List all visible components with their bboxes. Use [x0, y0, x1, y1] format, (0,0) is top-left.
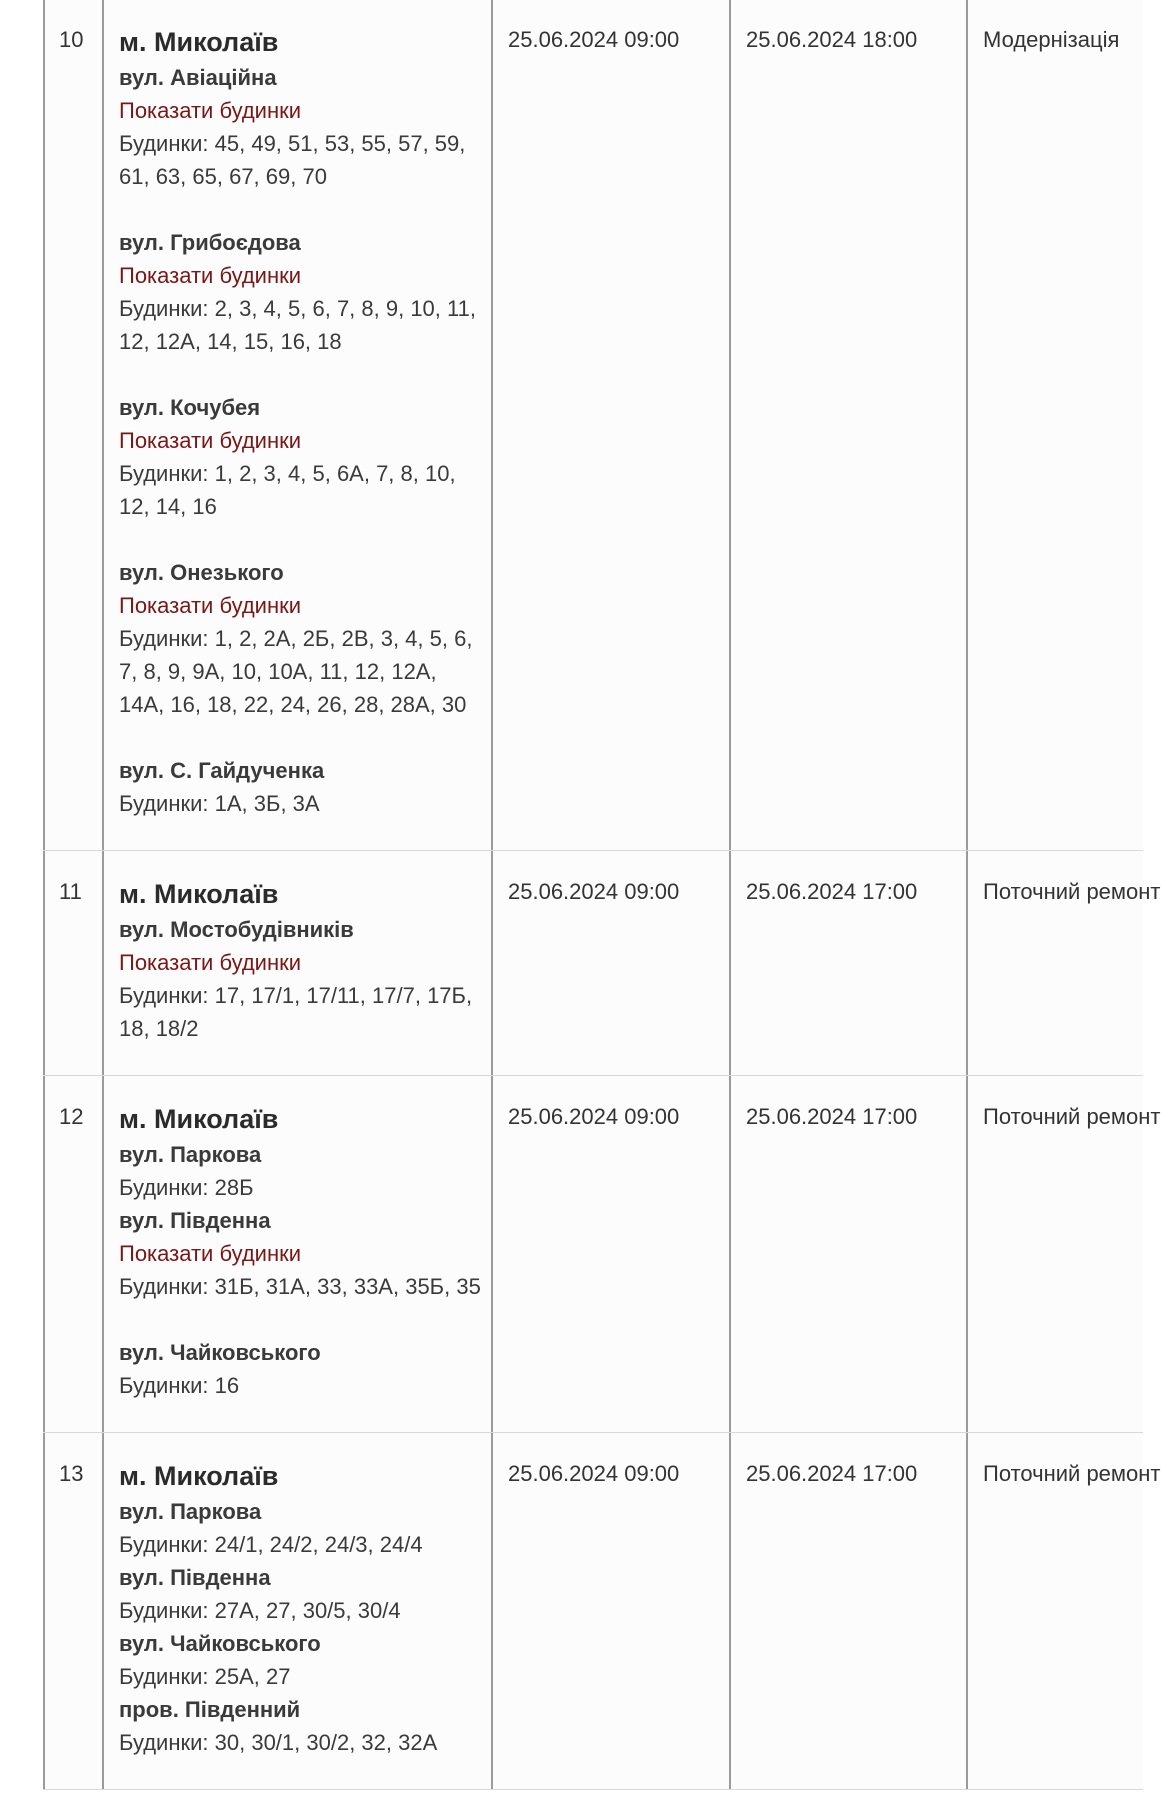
houses-list: Будинки: 30, 30/1, 30/2, 32, 32А	[119, 1730, 438, 1755]
table-row	[43, 1432, 1161, 1790]
street-name: вул. Грибоєдова	[119, 230, 301, 255]
start-time: 25.06.2024 09:00	[508, 1104, 680, 1129]
end-time: 25.06.2024 17:00	[746, 1104, 918, 1129]
address-cell	[103, 851, 492, 1075]
houses-list: Будинки: 28Б	[119, 1175, 254, 1200]
street-name: вул. Мостобудівників	[119, 917, 354, 942]
street-name: вул. С. Гайдученка	[119, 758, 325, 783]
city-name: м. Миколаїв	[119, 27, 279, 57]
city-name: м. Миколаїв	[119, 1461, 279, 1491]
end-time: 25.06.2024 17:00	[746, 879, 918, 904]
column-divider	[102, 1076, 104, 1432]
table-row	[43, 0, 1143, 850]
houses-list: Будинки: 1, 2, 3, 4, 5, 6А, 7, 8, 10, 12, 14, 16	[119, 461, 456, 519]
table-row	[43, 1075, 1161, 1432]
street-name: вул. Південна	[119, 1565, 271, 1590]
work-type: Поточний ремонт	[983, 879, 1161, 904]
houses-list: Будинки: 45, 49, 51, 53, 55, 57, 59, 61, 63, 65, 67, 69, 70	[119, 131, 466, 189]
start-time: 25.06.2024 09:00	[508, 879, 680, 904]
work-type: Поточний ремонт	[983, 1104, 1161, 1129]
street-name: вул. Кочубея	[119, 395, 261, 420]
street-name: вул. Чайковського	[119, 1631, 321, 1656]
column-divider	[43, 0, 45, 850]
street-name: вул. Онезького	[119, 560, 284, 585]
column-divider	[729, 0, 731, 850]
row-number: 12	[59, 1104, 84, 1129]
column-divider	[729, 1076, 731, 1432]
column-divider	[966, 1433, 968, 1789]
end-time: 25.06.2024 18:00	[746, 27, 918, 52]
row-number: 13	[59, 1461, 84, 1486]
column-divider	[966, 1076, 968, 1432]
column-divider	[102, 1433, 104, 1789]
street-name: пров. Південний	[119, 1697, 301, 1722]
address-cell	[103, 0, 492, 850]
houses-list: Будинки: 25А, 27	[119, 1664, 291, 1689]
column-divider	[966, 0, 968, 850]
show-houses-link[interactable]: Показати будинки	[119, 428, 302, 453]
houses-list: Будинки: 27А, 27, 30/5, 30/4	[119, 1598, 401, 1623]
show-houses-link[interactable]: Показати будинки	[119, 593, 302, 618]
houses-list: Будинки: 17, 17/1, 17/11, 17/7, 17Б, 18, 18/2	[119, 983, 473, 1041]
houses-list: Будинки: 2, 3, 4, 5, 6, 7, 8, 9, 10, 11, 12, 12А, 14, 15, 16, 18	[119, 296, 476, 354]
street-name: вул. Паркова	[119, 1499, 262, 1524]
show-houses-link[interactable]: Показати будинки	[119, 98, 302, 123]
start-time: 25.06.2024 09:00	[508, 1461, 680, 1486]
row-number: 10	[59, 27, 84, 52]
address-cell	[103, 1433, 492, 1789]
city-name: м. Миколаїв	[119, 879, 279, 909]
houses-list: Будинки: 1, 2, 2А, 2Б, 2В, 3, 4, 5, 6, 7, 8, 9, 9А, 10, 10А, 11, 12, 12А, 14А, 16, 18, 22, 24, 26, 28, 28А, 30	[119, 626, 473, 717]
city-name: м. Миколаїв	[119, 1104, 279, 1134]
column-divider	[43, 1433, 45, 1789]
show-houses-link[interactable]: Показати будинки	[119, 263, 302, 288]
start-time: 25.06.2024 09:00	[508, 27, 680, 52]
street-name: вул. Авіаційна	[119, 65, 277, 90]
work-type: Модернізація	[983, 27, 1120, 52]
street-name: вул. Чайковського	[119, 1340, 321, 1365]
column-divider	[43, 1076, 45, 1432]
column-divider	[729, 1433, 731, 1789]
street-name: вул. Південна	[119, 1208, 271, 1233]
street-name: вул. Паркова	[119, 1142, 262, 1167]
houses-list: Будинки: 24/1, 24/2, 24/3, 24/4	[119, 1532, 423, 1557]
row-number: 11	[59, 879, 82, 904]
address-cell	[103, 1076, 492, 1432]
column-divider	[729, 851, 731, 1075]
column-divider	[491, 1076, 493, 1432]
column-divider	[966, 851, 968, 1075]
show-houses-link[interactable]: Показати будинки	[119, 1241, 302, 1266]
column-divider	[102, 851, 104, 1075]
outage-table	[43, 0, 1161, 1790]
column-divider	[491, 851, 493, 1075]
houses-list: Будинки: 16	[119, 1373, 240, 1398]
houses-list: Будинки: 1А, 3Б, 3А	[119, 791, 320, 816]
houses-list: Будинки: 31Б, 31А, 33, 33А, 35Б, 35	[119, 1274, 481, 1299]
column-divider	[102, 0, 104, 850]
table-row	[43, 850, 1161, 1075]
column-divider	[491, 1433, 493, 1789]
column-divider	[43, 851, 45, 1075]
column-divider	[491, 0, 493, 850]
work-type: Поточний ремонт	[983, 1461, 1161, 1486]
end-time: 25.06.2024 17:00	[746, 1461, 918, 1486]
show-houses-link[interactable]: Показати будинки	[119, 950, 302, 975]
